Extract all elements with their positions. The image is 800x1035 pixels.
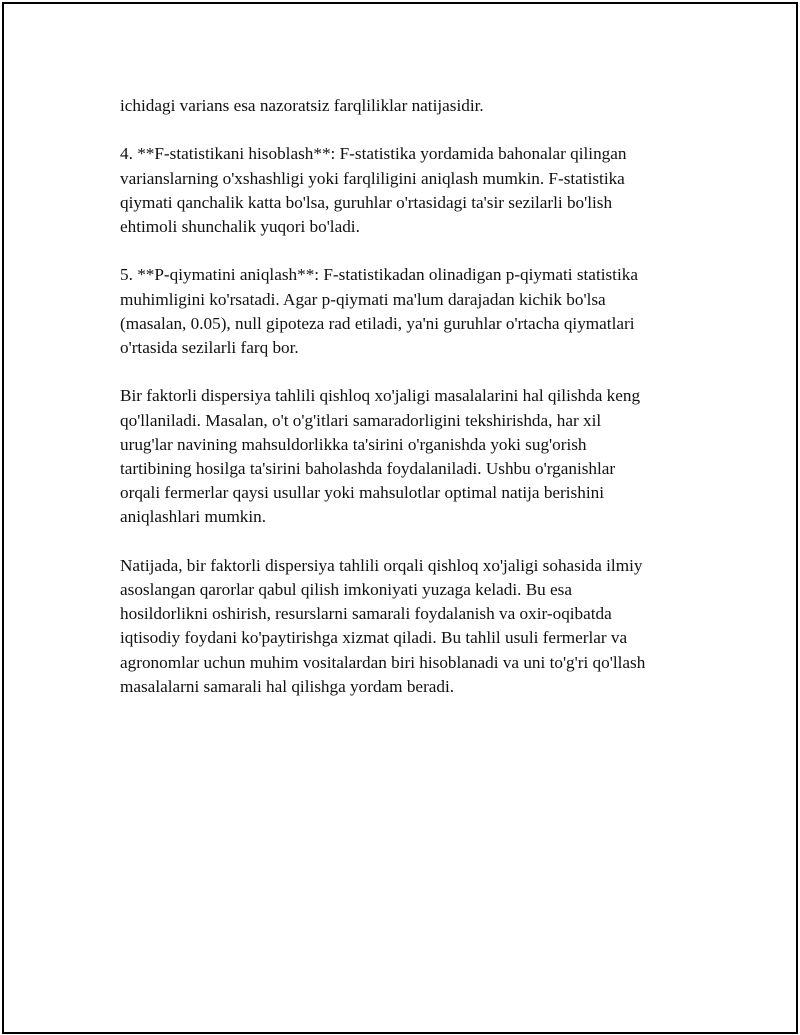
paragraph-applications: Bir faktorli dispersiya tahlili qishloq xo'jaligi masalalarini hal qilishda keng qo'llaniladi. Masalan, o't o'g'itlari samaradorligini tekshirishda, har xil urug'lar navining mahsuldorlikka ta'sirini o'rganishda yoki sug'orish tartibining hosilga ta'sirini baholashda foydalaniladi. Ushbu o'rganishlar orqali fermerlar qaysi usullar yoki mahsulotlar optimal natija berishini aniqlashlari mumkin. (120, 386, 641, 527)
document-body (120, 94, 700, 723)
paragraph-step-5: 5. **P-qiymatini aniqlash**: F-statistikadan olinadigan p-qiymati statistika muhimligini ko'rsatadi. Agar p-qiymati ma'lum darajadan kichik bo'lsa (masalan, 0.05), null gipoteza rad etiladi, ya'ni guruhlar o'rtacha qiymatlari o'rtasida sezilarli farq bor. (120, 265, 638, 357)
paragraph-step-4: 4. **F-statistikani hisoblash**: F-statistika yordamida bahonalar qilingan varianslarning o'xshashligi yoki farqliligini aniqlash mumkin. F-statistika qiymati qanchalik katta bo'lsa, guruhlar o'rtasidagi ta'sir sezilarli bo'lish ehtimoli shunchalik yuqori bo'ladi. (120, 144, 627, 236)
paragraph-continuation: ichidagi varians esa nazoratsiz farqliliklar natijasidir. (120, 96, 484, 115)
paragraph-conclusion: Natijada, bir faktorli dispersiya tahlili orqali qishloq xo'jaligi sohasida ilmiy asoslangan qarorlar qabul qilish imkoniyati yuzaga keladi. Bu esa hosildorlikni oshirish, resurslarni samarali foydalanish va oxir-oqibatda iqtisodiy foydani ko'paytirishga xizmat qiladi. Bu tahlil usuli fermerlar va agronomlar uchun muhim vositalardan biri hisoblanadi va uni to'g'ri qo'llash masalalarni samarali hal qilishga yordam beradi. (120, 555, 646, 696)
document-page (2, 2, 798, 1034)
